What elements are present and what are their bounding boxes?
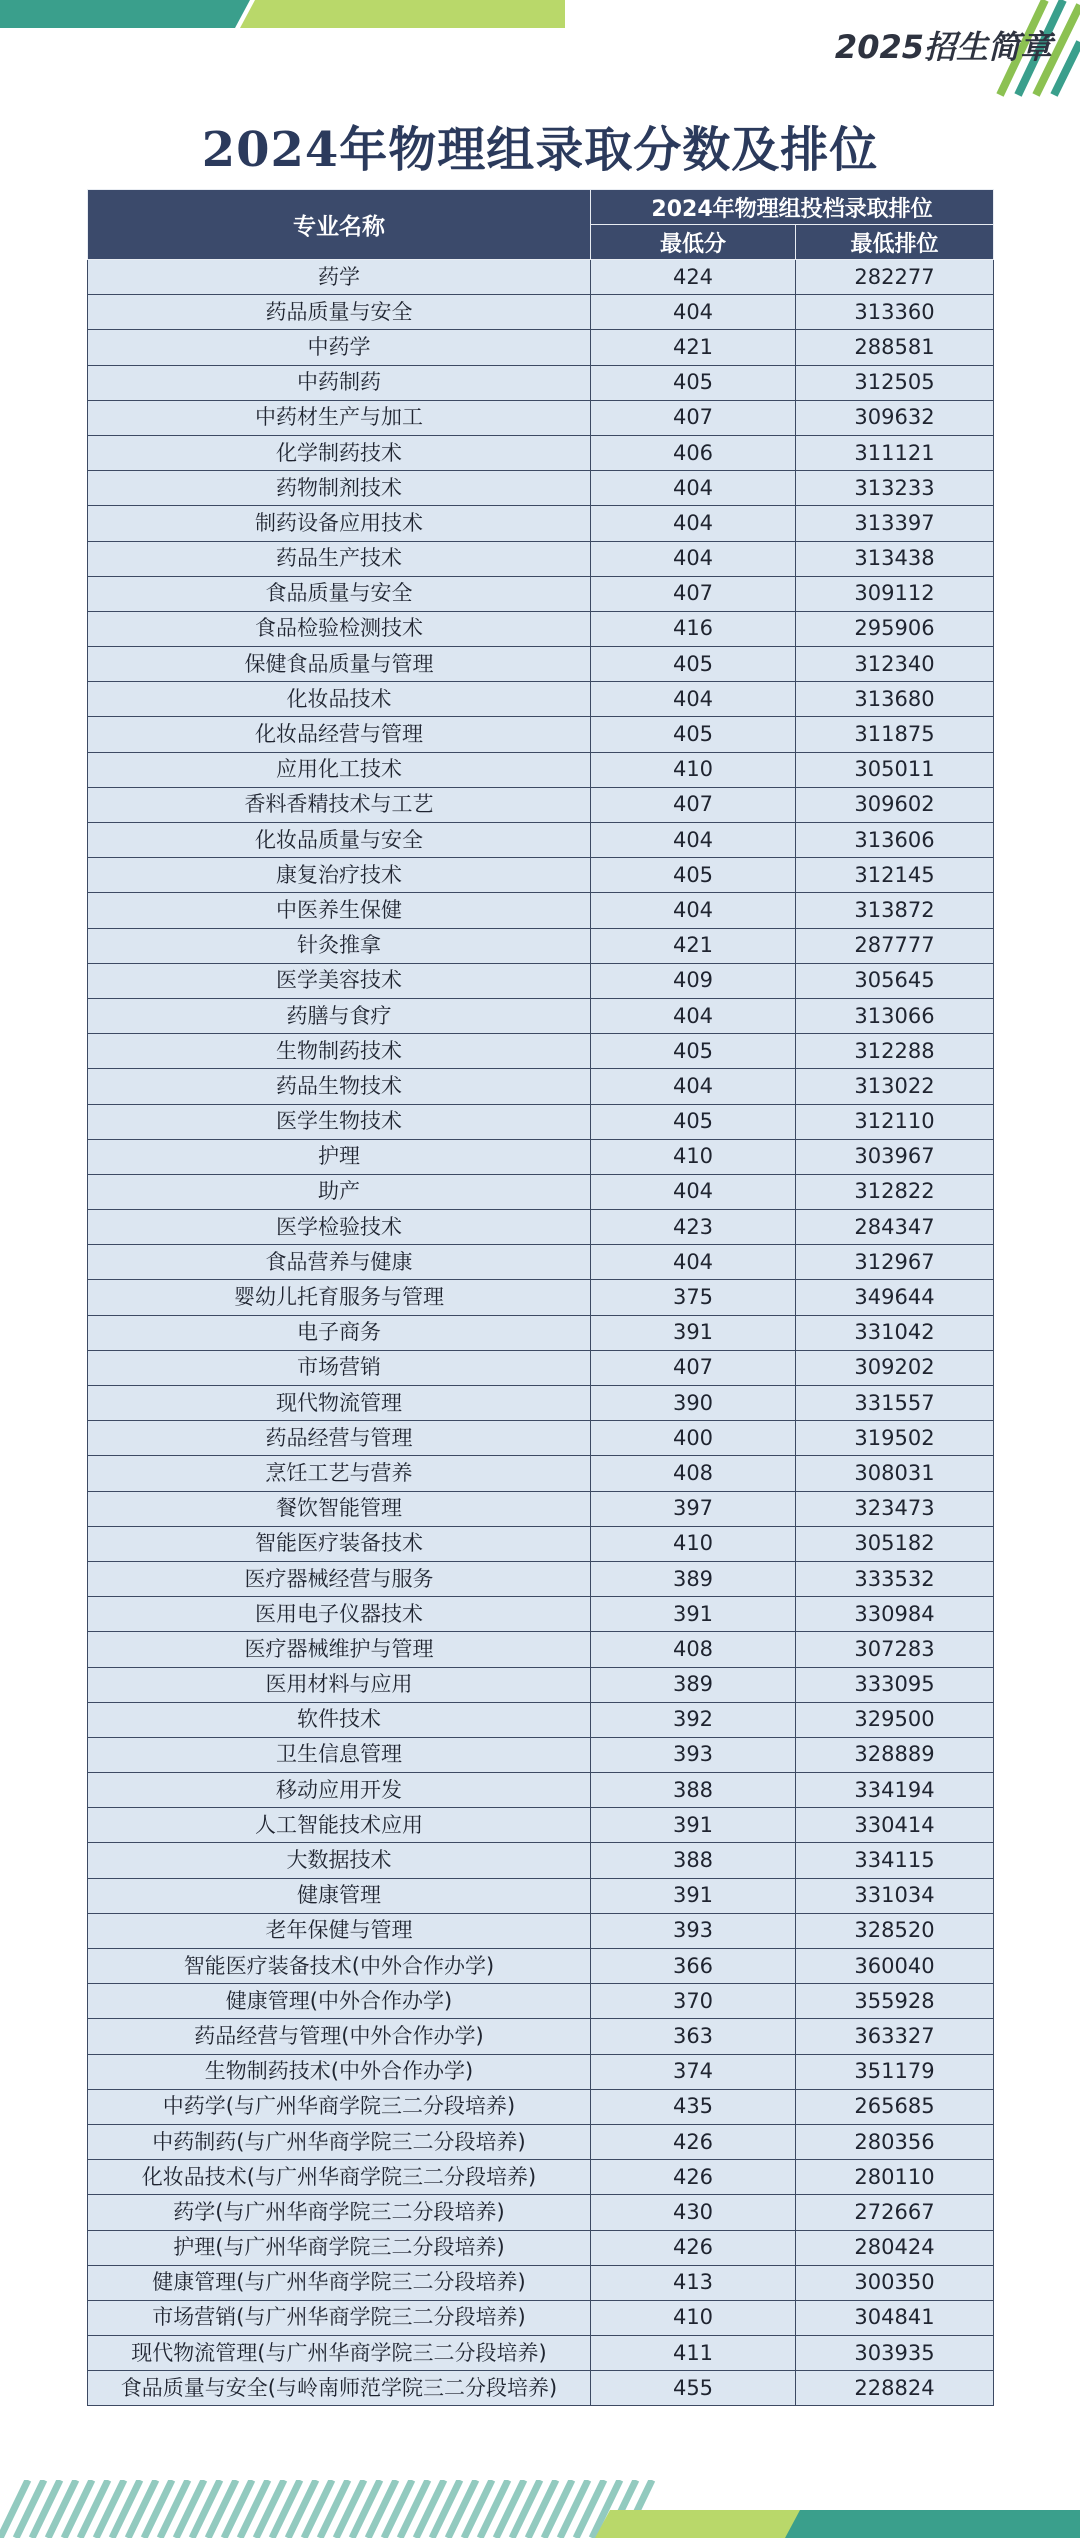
table-row <box>88 576 994 611</box>
cell-min-score: 405 <box>591 365 796 400</box>
table-row <box>88 1034 994 1069</box>
column-header-min-rank: 最低排位 <box>796 225 994 260</box>
cell-min-rank: 334194 <box>796 1773 994 1808</box>
top-green-bar <box>240 0 565 28</box>
cell-min-rank: 363327 <box>796 2019 994 2054</box>
cell-min-rank: 280110 <box>796 2160 994 2195</box>
cell-major: 针灸推拿 <box>88 928 591 963</box>
cell-min-score: 421 <box>591 928 796 963</box>
cell-min-rank: 334115 <box>796 1843 994 1878</box>
cell-min-rank: 308031 <box>796 1456 994 1491</box>
cell-min-score: 405 <box>591 858 796 893</box>
table-body <box>88 260 994 2406</box>
cell-major: 化妆品质量与安全 <box>88 823 591 858</box>
cell-min-rank: 300350 <box>796 2265 994 2300</box>
table-row <box>88 1280 994 1315</box>
cell-min-rank: 265685 <box>796 2089 994 2124</box>
cell-min-score: 407 <box>591 1350 796 1385</box>
table-row <box>88 858 994 893</box>
cell-major: 药学 <box>88 260 591 295</box>
cell-min-rank: 328889 <box>796 1737 994 1772</box>
cell-min-rank: 295906 <box>796 611 994 646</box>
cell-major: 生物制药技术 <box>88 1034 591 1069</box>
table-row <box>88 435 994 470</box>
table-row <box>88 1597 994 1632</box>
cell-min-rank: 351179 <box>796 2054 994 2089</box>
table-row <box>88 1350 994 1385</box>
cell-min-rank: 333532 <box>796 1561 994 1596</box>
table-row <box>88 471 994 506</box>
cell-major: 智能医疗装备技术 <box>88 1526 591 1561</box>
table-row <box>88 2230 994 2265</box>
cell-min-score: 404 <box>591 1245 796 1280</box>
cell-min-score: 416 <box>591 611 796 646</box>
table-row <box>88 1245 994 1280</box>
table-row <box>88 1526 994 1561</box>
cell-major: 康复治疗技术 <box>88 858 591 893</box>
cell-major: 药学(与广州华商学院三二分段培养) <box>88 2195 591 2230</box>
cell-min-rank: 313066 <box>796 998 994 1033</box>
cell-min-score: 391 <box>591 1878 796 1913</box>
table-row <box>88 1737 994 1772</box>
table-row <box>88 823 994 858</box>
table-row <box>88 1104 994 1139</box>
cell-min-score: 404 <box>591 541 796 576</box>
cell-min-score: 421 <box>591 330 796 365</box>
cell-major: 医学生物技术 <box>88 1104 591 1139</box>
cell-major: 医学美容技术 <box>88 963 591 998</box>
cell-min-score: 404 <box>591 998 796 1033</box>
cell-min-score: 404 <box>591 682 796 717</box>
table-row <box>88 2265 994 2300</box>
cell-major: 药物制剂技术 <box>88 471 591 506</box>
cell-min-rank: 307283 <box>796 1632 994 1667</box>
cell-major: 化妆品技术(与广州华商学院三二分段培养) <box>88 2160 591 2195</box>
column-header-major: 专业名称 <box>88 190 591 260</box>
cell-min-rank: 311121 <box>796 435 994 470</box>
cell-major: 医学检验技术 <box>88 1210 591 1245</box>
cell-min-score: 397 <box>591 1491 796 1526</box>
cell-min-score: 407 <box>591 400 796 435</box>
cell-major: 助产 <box>88 1174 591 1209</box>
cell-min-score: 389 <box>591 1561 796 1596</box>
table-row <box>88 998 994 1033</box>
cell-min-rank: 328520 <box>796 1913 994 1948</box>
cell-min-score: 404 <box>591 471 796 506</box>
table-row <box>88 2124 994 2159</box>
cell-min-score: 404 <box>591 295 796 330</box>
cell-major: 食品质量与安全(与岭南师范学院三二分段培养) <box>88 2371 591 2406</box>
cell-major: 现代物流管理(与广州华商学院三二分段培养) <box>88 2336 591 2371</box>
cell-min-rank: 280356 <box>796 2124 994 2159</box>
cell-major: 药膳与食疗 <box>88 998 591 1033</box>
cell-min-score: 392 <box>591 1702 796 1737</box>
table-row <box>88 1913 994 1948</box>
cell-min-score: 410 <box>591 1139 796 1174</box>
cell-major: 中药学(与广州华商学院三二分段培养) <box>88 2089 591 2124</box>
cell-min-rank: 228824 <box>796 2371 994 2406</box>
cell-min-rank: 360040 <box>796 1949 994 1984</box>
cell-major: 食品质量与安全 <box>88 576 591 611</box>
table-row <box>88 1808 994 1843</box>
table-row <box>88 260 994 295</box>
cell-min-rank: 355928 <box>796 1984 994 2019</box>
admission-score-table <box>87 189 994 2406</box>
cell-min-score: 426 <box>591 2230 796 2265</box>
cell-major: 市场营销 <box>88 1350 591 1385</box>
cell-min-score: 409 <box>591 963 796 998</box>
cell-min-rank: 305011 <box>796 752 994 787</box>
cell-min-rank: 312340 <box>796 647 994 682</box>
bottom-decoration <box>0 2480 1080 2538</box>
cell-major: 应用化工技术 <box>88 752 591 787</box>
table-row <box>88 717 994 752</box>
cell-min-score: 363 <box>591 2019 796 2054</box>
cell-min-score: 408 <box>591 1632 796 1667</box>
cell-min-score: 375 <box>591 1280 796 1315</box>
cell-major: 人工智能技术应用 <box>88 1808 591 1843</box>
cell-min-rank: 330414 <box>796 1808 994 1843</box>
table-row <box>88 787 994 822</box>
table-row <box>88 365 994 400</box>
cell-min-rank: 331034 <box>796 1878 994 1913</box>
cell-major: 药品生物技术 <box>88 1069 591 1104</box>
cell-min-rank: 303967 <box>796 1139 994 1174</box>
table-row <box>88 1878 994 1913</box>
cell-min-score: 404 <box>591 823 796 858</box>
cell-min-rank: 309632 <box>796 400 994 435</box>
cell-min-rank: 305645 <box>796 963 994 998</box>
cell-major: 烹饪工艺与营养 <box>88 1456 591 1491</box>
cell-major: 医用材料与应用 <box>88 1667 591 1702</box>
cell-major: 健康管理(与广州华商学院三二分段培养) <box>88 2265 591 2300</box>
cell-major: 化妆品经营与管理 <box>88 717 591 752</box>
cell-major: 软件技术 <box>88 1702 591 1737</box>
cell-min-rank: 309112 <box>796 576 994 611</box>
cell-min-rank: 313022 <box>796 1069 994 1104</box>
cell-min-score: 391 <box>591 1808 796 1843</box>
table-row <box>88 1491 994 1526</box>
table-row <box>88 2019 994 2054</box>
cell-major: 化学制药技术 <box>88 435 591 470</box>
cell-min-rank: 329500 <box>796 1702 994 1737</box>
cell-min-score: 388 <box>591 1773 796 1808</box>
table-row <box>88 2160 994 2195</box>
cell-min-rank: 309202 <box>796 1350 994 1385</box>
cell-min-rank: 312505 <box>796 365 994 400</box>
cell-min-score: 405 <box>591 1104 796 1139</box>
cell-min-rank: 323473 <box>796 1491 994 1526</box>
cell-min-rank: 280424 <box>796 2230 994 2265</box>
cell-major: 健康管理 <box>88 1878 591 1913</box>
cell-min-score: 424 <box>591 260 796 295</box>
table-row <box>88 963 994 998</box>
table-row <box>88 2195 994 2230</box>
column-group-header: 2024年物理组投档录取排位 <box>591 190 994 225</box>
column-header-min-score: 最低分 <box>591 225 796 260</box>
cell-min-rank: 288581 <box>796 330 994 365</box>
table-row <box>88 1210 994 1245</box>
cell-min-rank: 331042 <box>796 1315 994 1350</box>
cell-min-rank: 309602 <box>796 787 994 822</box>
cell-min-score: 405 <box>591 647 796 682</box>
cell-major: 中药制药(与广州华商学院三二分段培养) <box>88 2124 591 2159</box>
top-teal-bar <box>0 0 250 28</box>
cell-major: 香料香精技术与工艺 <box>88 787 591 822</box>
cell-major: 餐饮智能管理 <box>88 1491 591 1526</box>
table-row <box>88 1984 994 2019</box>
cell-min-rank: 304841 <box>796 2300 994 2335</box>
cell-major: 中药学 <box>88 330 591 365</box>
table-row <box>88 752 994 787</box>
cell-min-rank: 313606 <box>796 823 994 858</box>
table-row <box>88 1667 994 1702</box>
cell-min-score: 410 <box>591 2300 796 2335</box>
cell-major: 卫生信息管理 <box>88 1737 591 1772</box>
cell-min-score: 410 <box>591 1526 796 1561</box>
page-title: 2024年物理组录取分数及排位 <box>201 122 879 178</box>
table-row <box>88 1139 994 1174</box>
cell-min-score: 406 <box>591 435 796 470</box>
table-row <box>88 541 994 576</box>
cell-min-score: 405 <box>591 1034 796 1069</box>
cell-min-score: 391 <box>591 1315 796 1350</box>
table-row <box>88 330 994 365</box>
cell-min-score: 405 <box>591 717 796 752</box>
cell-major: 药品经营与管理 <box>88 1421 591 1456</box>
cell-major: 药品质量与安全 <box>88 295 591 330</box>
cell-min-score: 391 <box>591 1597 796 1632</box>
table-row <box>88 506 994 541</box>
cell-min-score: 393 <box>591 1913 796 1948</box>
cell-min-score: 423 <box>591 1210 796 1245</box>
cell-major: 医疗器械维护与管理 <box>88 1632 591 1667</box>
cell-min-rank: 303935 <box>796 2336 994 2371</box>
cell-major: 婴幼儿托育服务与管理 <box>88 1280 591 1315</box>
cell-major: 中医养生保健 <box>88 893 591 928</box>
table-row <box>88 893 994 928</box>
cell-major: 护理(与广州华商学院三二分段培养) <box>88 2230 591 2265</box>
cell-major: 智能医疗装备技术(中外合作办学) <box>88 1949 591 1984</box>
cell-min-score: 393 <box>591 1737 796 1772</box>
cell-min-rank: 313872 <box>796 893 994 928</box>
cell-major: 药品经营与管理(中外合作办学) <box>88 2019 591 2054</box>
cell-min-score: 435 <box>591 2089 796 2124</box>
cell-min-rank: 313360 <box>796 295 994 330</box>
table-row <box>88 2336 994 2371</box>
cell-major: 制药设备应用技术 <box>88 506 591 541</box>
table-row <box>88 1632 994 1667</box>
cell-major: 健康管理(中外合作办学) <box>88 1984 591 2019</box>
table-row <box>88 611 994 646</box>
cell-min-score: 366 <box>591 1949 796 1984</box>
cell-min-rank: 313438 <box>796 541 994 576</box>
table-row <box>88 1773 994 1808</box>
cell-min-score: 390 <box>591 1386 796 1421</box>
table-row <box>88 2371 994 2406</box>
cell-major: 药品生产技术 <box>88 541 591 576</box>
cell-major: 中药材生产与加工 <box>88 400 591 435</box>
cell-min-score: 400 <box>591 1421 796 1456</box>
cell-min-score: 404 <box>591 1174 796 1209</box>
table-row <box>88 682 994 717</box>
cell-min-score: 455 <box>591 2371 796 2406</box>
bottom-stripes-icon <box>0 2480 652 2538</box>
cell-major: 中药制药 <box>88 365 591 400</box>
cell-min-score: 426 <box>591 2124 796 2159</box>
cell-min-rank: 333095 <box>796 1667 994 1702</box>
cell-min-rank: 330984 <box>796 1597 994 1632</box>
cell-min-score: 426 <box>591 2160 796 2195</box>
cell-major: 老年保健与管理 <box>88 1913 591 1948</box>
cell-min-rank: 313397 <box>796 506 994 541</box>
cell-major: 医疗器械经营与服务 <box>88 1561 591 1596</box>
cell-min-rank: 331557 <box>796 1386 994 1421</box>
cell-min-score: 370 <box>591 1984 796 2019</box>
cell-min-rank: 312110 <box>796 1104 994 1139</box>
cell-min-rank: 284347 <box>796 1210 994 1245</box>
cell-major: 现代物流管理 <box>88 1386 591 1421</box>
cell-major: 生物制药技术(中外合作办学) <box>88 2054 591 2089</box>
table-row <box>88 928 994 963</box>
table-row <box>88 1843 994 1878</box>
table-row <box>88 1386 994 1421</box>
cell-min-rank: 319502 <box>796 1421 994 1456</box>
cell-min-rank: 312822 <box>796 1174 994 1209</box>
cell-major: 市场营销(与广州华商学院三二分段培养) <box>88 2300 591 2335</box>
cell-min-score: 413 <box>591 2265 796 2300</box>
cell-min-rank: 313233 <box>796 471 994 506</box>
cell-min-score: 410 <box>591 752 796 787</box>
cell-min-rank: 305182 <box>796 1526 994 1561</box>
table-row <box>88 1315 994 1350</box>
cell-min-score: 411 <box>591 2336 796 2371</box>
cell-min-rank: 282277 <box>796 260 994 295</box>
cell-min-rank: 287777 <box>796 928 994 963</box>
table-row <box>88 2054 994 2089</box>
table-row <box>88 1561 994 1596</box>
cell-min-rank: 311875 <box>796 717 994 752</box>
cell-major: 护理 <box>88 1139 591 1174</box>
table-row <box>88 400 994 435</box>
table-row <box>88 1949 994 1984</box>
table-row <box>88 1421 994 1456</box>
cell-min-score: 408 <box>591 1456 796 1491</box>
table-row <box>88 1174 994 1209</box>
cell-major: 化妆品技术 <box>88 682 591 717</box>
cell-major: 食品营养与健康 <box>88 1245 591 1280</box>
cell-major: 食品检验检测技术 <box>88 611 591 646</box>
cell-min-rank: 312967 <box>796 1245 994 1280</box>
cell-major: 移动应用开发 <box>88 1773 591 1808</box>
cell-min-score: 404 <box>591 1069 796 1104</box>
table-row <box>88 1702 994 1737</box>
cell-major: 保健食品质量与管理 <box>88 647 591 682</box>
cell-min-rank: 349644 <box>796 1280 994 1315</box>
cell-min-score: 430 <box>591 2195 796 2230</box>
cell-min-rank: 312288 <box>796 1034 994 1069</box>
bottom-teal-bar <box>785 2510 1080 2538</box>
cell-major: 大数据技术 <box>88 1843 591 1878</box>
cell-min-score: 407 <box>591 787 796 822</box>
cell-min-score: 389 <box>591 1667 796 1702</box>
cell-min-score: 374 <box>591 2054 796 2089</box>
table-row <box>88 2300 994 2335</box>
cell-min-score: 388 <box>591 1843 796 1878</box>
table-row <box>88 1456 994 1491</box>
cell-major: 医用电子仪器技术 <box>88 1597 591 1632</box>
cell-min-rank: 312145 <box>796 858 994 893</box>
table-row <box>88 2089 994 2124</box>
cell-min-rank: 272667 <box>796 2195 994 2230</box>
cell-min-score: 404 <box>591 506 796 541</box>
cell-major: 电子商务 <box>88 1315 591 1350</box>
cell-min-score: 404 <box>591 893 796 928</box>
table-header <box>88 190 994 260</box>
table-row <box>88 647 994 682</box>
brochure-tag: 2025招生简章 <box>834 28 1052 66</box>
table-row <box>88 295 994 330</box>
table-row <box>88 1069 994 1104</box>
cell-min-score: 407 <box>591 576 796 611</box>
cell-min-rank: 313680 <box>796 682 994 717</box>
